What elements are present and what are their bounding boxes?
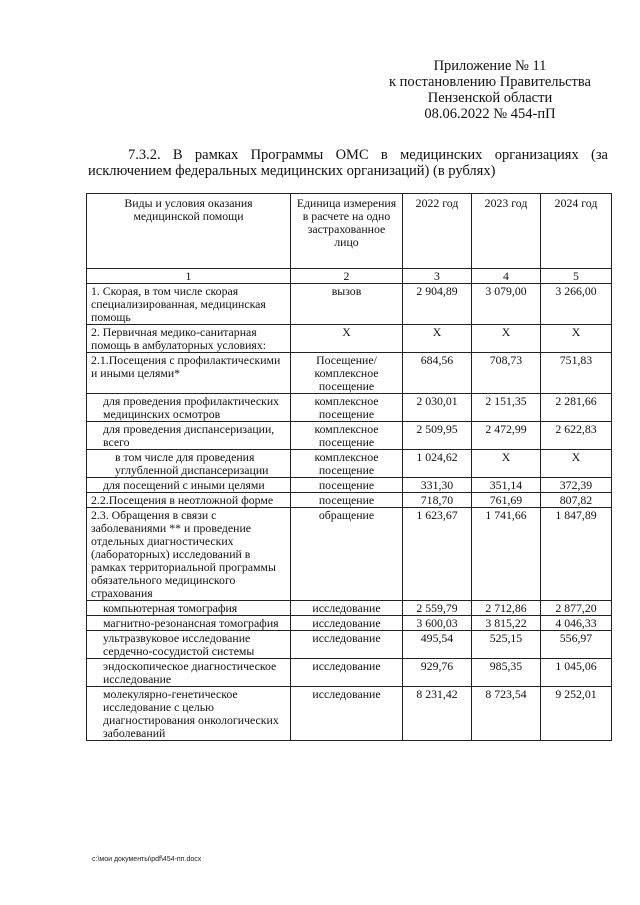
row-unit: комплексное посещение xyxy=(291,394,403,422)
column-number-row xyxy=(87,269,612,284)
row-name: 2.1.Посещения с профилактическими и иными целями* xyxy=(87,353,291,394)
row-value-2023: Х xyxy=(472,450,541,478)
table-row xyxy=(87,394,612,422)
row-name: 1. Скорая, в том числе скорая специализированная, медицинская помощь xyxy=(87,284,291,325)
table-row xyxy=(87,508,612,601)
row-value-2023: 3 079,00 xyxy=(472,284,541,325)
header-2022: 2022 год xyxy=(403,194,472,269)
row-unit: комплексное посещение xyxy=(291,422,403,450)
row-value-2023: 3 815,22 xyxy=(472,616,541,631)
appendix-date: 08.06.2022 № 454-пП xyxy=(424,106,556,122)
row-name: для проведения диспансеризации, всего xyxy=(87,422,291,450)
row-name: магнитно-резонансная томография xyxy=(87,616,291,631)
row-value-2022: 1 623,67 xyxy=(403,508,472,601)
table-row xyxy=(87,493,612,508)
row-value-2024: 2 622,83 xyxy=(541,422,612,450)
row-value-2023: Х xyxy=(472,325,541,353)
financing-table xyxy=(86,193,612,741)
table-row xyxy=(87,325,612,353)
row-value-2024: 9 252,01 xyxy=(541,687,612,741)
row-value-2024: 4 046,33 xyxy=(541,616,612,631)
table-row xyxy=(87,631,612,659)
row-name: компьютерная томография xyxy=(87,601,291,616)
row-value-2022: 929,76 xyxy=(403,659,472,687)
row-value-2024: 556,97 xyxy=(541,631,612,659)
row-unit: Посещение/ комплексное посещение xyxy=(291,353,403,394)
row-value-2024: 807,82 xyxy=(541,493,612,508)
row-value-2023: 985,35 xyxy=(472,659,541,687)
row-value-2023: 8 723,54 xyxy=(472,687,541,741)
row-unit: исследование xyxy=(291,631,403,659)
row-value-2023: 351,14 xyxy=(472,478,541,493)
row-value-2024: Х xyxy=(541,325,612,353)
row-value-2022: 2 904,89 xyxy=(403,284,472,325)
table-header-row xyxy=(87,194,612,269)
row-unit: исследование xyxy=(291,601,403,616)
row-name: молекулярно-генетическое исследование с целью диагностирования онкологических заболеваний xyxy=(87,687,291,741)
column-number: 1 xyxy=(87,269,291,284)
header-unit: Единица измерения в расчете на одно застрахованное лицо xyxy=(291,194,403,269)
row-name: 2.2.Посещения в неотложной форме xyxy=(87,493,291,508)
table-row xyxy=(87,450,612,478)
row-value-2022: 495,54 xyxy=(403,631,472,659)
column-number: 4 xyxy=(472,269,541,284)
row-value-2023: 761,69 xyxy=(472,493,541,508)
table-row xyxy=(87,659,612,687)
row-value-2022: 2 509,95 xyxy=(403,422,472,450)
table-row xyxy=(87,478,612,493)
column-number: 3 xyxy=(403,269,472,284)
row-value-2024: 1 045,06 xyxy=(541,659,612,687)
table-row xyxy=(87,422,612,450)
row-unit: обращение xyxy=(291,508,403,601)
row-value-2022: 2 559,79 xyxy=(403,601,472,616)
row-value-2022: 331,30 xyxy=(403,478,472,493)
row-unit: исследование xyxy=(291,616,403,631)
column-number: 2 xyxy=(291,269,403,284)
section-intro-text: 7.3.2. В рамках Программы ОМС в медицинских организациях (за исключением федеральных медицинских организаций) (в рублях) xyxy=(88,147,608,179)
row-name: 2.3. Обращения в связи с заболеваниями ** и проведение отдельных диагностических (лабораторных) исследований в рамках территориальной программы обязательного медицинского страхования xyxy=(87,508,291,601)
table-row xyxy=(87,687,612,741)
row-value-2023: 2 151,35 xyxy=(472,394,541,422)
row-value-2022: 2 030,01 xyxy=(403,394,472,422)
row-name: в том числе для проведения углубленной диспансеризации xyxy=(87,450,291,478)
row-unit: исследование xyxy=(291,659,403,687)
row-value-2023: 708,73 xyxy=(472,353,541,394)
appendix-region: Пензенской области xyxy=(427,90,553,106)
table-row xyxy=(87,353,612,394)
row-unit: исследование xyxy=(291,687,403,741)
table-body xyxy=(87,284,612,741)
appendix-header xyxy=(360,58,620,122)
row-unit: комплексное посещение xyxy=(291,450,403,478)
row-value-2024: 372,39 xyxy=(541,478,612,493)
row-name: 2. Первичная медико-санитарная помощь в амбулаторных условиях: xyxy=(87,325,291,353)
row-value-2024: 3 266,00 xyxy=(541,284,612,325)
row-value-2022: 8 231,42 xyxy=(403,687,472,741)
row-value-2022: 1 024,62 xyxy=(403,450,472,478)
row-name: для посещений с иными целями xyxy=(87,478,291,493)
header-kind: Виды и условия оказания медицинской помощи xyxy=(87,194,291,269)
row-value-2024: Х xyxy=(541,450,612,478)
row-unit: Х xyxy=(291,325,403,353)
row-value-2023: 525,15 xyxy=(472,631,541,659)
section-intro xyxy=(88,147,608,179)
column-number: 5 xyxy=(541,269,612,284)
row-name: ультразвуковое исследование сердечно-сосудистой системы xyxy=(87,631,291,659)
row-value-2024: 751,83 xyxy=(541,353,612,394)
row-value-2024: 2 877,20 xyxy=(541,601,612,616)
row-unit: посещение xyxy=(291,493,403,508)
appendix-resolution: к постановлению Правительства xyxy=(389,74,591,90)
header-2024: 2024 год xyxy=(541,194,612,269)
row-name: эндоскопическое диагностическое исследование xyxy=(87,659,291,687)
row-value-2022: 718,70 xyxy=(403,493,472,508)
row-value-2022: Х xyxy=(403,325,472,353)
row-value-2023: 1 741,66 xyxy=(472,508,541,601)
row-value-2022: 684,56 xyxy=(403,353,472,394)
row-value-2023: 2 472,99 xyxy=(472,422,541,450)
table-row xyxy=(87,284,612,325)
row-value-2024: 1 847,89 xyxy=(541,508,612,601)
table-row xyxy=(87,601,612,616)
row-unit: вызов xyxy=(291,284,403,325)
header-2023: 2023 год xyxy=(472,194,541,269)
row-unit: посещение xyxy=(291,478,403,493)
row-name: для проведения профилактических медицинских осмотров xyxy=(87,394,291,422)
row-value-2022: 3 600,03 xyxy=(403,616,472,631)
row-value-2024: 2 281,66 xyxy=(541,394,612,422)
file-path-footer: c:\мои документы\pdf\454-пп.docx xyxy=(92,856,202,863)
row-value-2023: 2 712,86 xyxy=(472,601,541,616)
appendix-number: Приложение № 11 xyxy=(433,58,547,74)
table-row xyxy=(87,616,612,631)
